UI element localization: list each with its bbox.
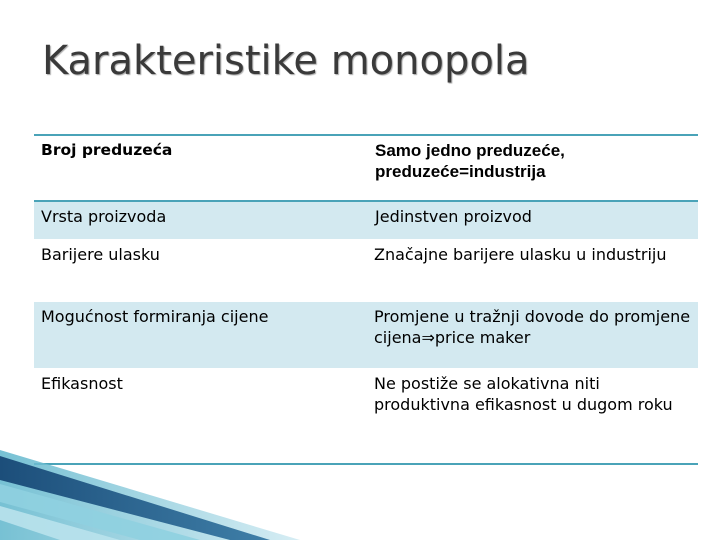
table-cell-value: Jedinstven proizvod xyxy=(367,201,698,239)
characteristics-table xyxy=(34,134,698,465)
table-row xyxy=(34,239,698,302)
corner-decoration xyxy=(0,450,300,540)
table-cell-label: Mogućnost formiranja cijene xyxy=(34,302,367,368)
table-cell-value: Samo jedno preduzeće, preduzeće=industrija xyxy=(367,135,698,201)
table-cell-value: Značajne barijere ulasku u industriju xyxy=(367,239,698,302)
table-row xyxy=(34,302,698,368)
table-row xyxy=(34,201,698,239)
table-cell-label: Broj preduzeća xyxy=(34,135,367,201)
table-row xyxy=(34,135,698,201)
slide-title: Karakteristike monopola xyxy=(42,38,530,84)
table-cell-label: Vrsta proizvoda xyxy=(34,201,367,239)
table-cell-label: Efikasnost xyxy=(34,368,367,464)
table-cell-label: Barijere ulasku xyxy=(34,239,367,302)
table-cell-value: Ne postiže se alokativna niti produktivna efikasnost u dugom roku xyxy=(367,368,698,464)
table-cell-value: Promjene u tražnji dovode do promjene cijena⇒price maker xyxy=(367,302,698,368)
